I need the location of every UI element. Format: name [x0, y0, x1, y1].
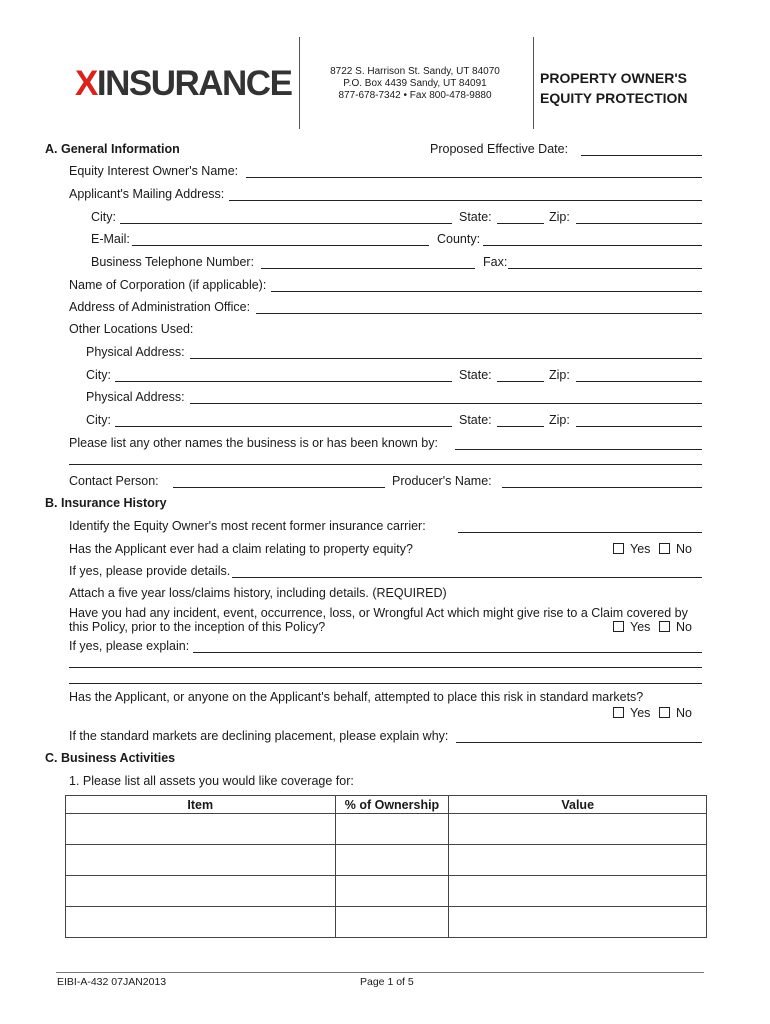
item-cell[interactable] [66, 845, 336, 876]
table-row [66, 907, 707, 938]
former-carrier-label: Identify the Equity Owner's most recent former insurance carrier: [69, 519, 426, 533]
city-field[interactable] [120, 223, 452, 224]
company-logo: XINSURANCE [75, 64, 292, 103]
assets-prompt: 1. Please list all assets you would like coverage for: [69, 774, 354, 788]
city-label: City: [86, 368, 111, 382]
form-title: PROPERTY OWNER'S EQUITY PROTECTION [540, 70, 688, 106]
email-field[interactable] [132, 245, 429, 246]
other-names-field-continued[interactable] [69, 464, 702, 465]
ownership-cell[interactable] [335, 876, 449, 907]
header-divider-right [533, 37, 534, 129]
ownership-column-header: % of Ownership [335, 796, 449, 814]
table-row [66, 814, 707, 845]
page-number: Page 1 of 5 [360, 976, 414, 988]
fax-field[interactable] [508, 268, 702, 269]
section-a-heading: A. General Information [45, 142, 180, 156]
zip-label: Zip: [549, 210, 570, 224]
claim-yes-option[interactable]: Yes [613, 542, 650, 556]
section-c-heading: C. Business Activities [45, 751, 176, 765]
standard-markets-question: Has the Applicant, or anyone on the Applicant's behalf, attempted to place this risk in standard markets? [69, 690, 644, 704]
zip-field[interactable] [576, 426, 702, 427]
email-label: E-Mail: [91, 232, 130, 246]
assets-table [65, 795, 707, 938]
no-checkbox[interactable] [659, 543, 670, 554]
claim-no-option[interactable]: No [659, 542, 692, 556]
item-cell[interactable] [66, 876, 336, 907]
mailing-address-field[interactable] [229, 200, 702, 201]
declining-field[interactable] [456, 742, 702, 743]
item-cell[interactable] [66, 814, 336, 845]
effective-date-field[interactable] [581, 155, 702, 156]
explain-label: If yes, please explain: [69, 639, 190, 653]
contact-person-label: Contact Person: [69, 474, 159, 488]
city-field[interactable] [115, 426, 452, 427]
zip-field[interactable] [576, 223, 702, 224]
state-label: State: [459, 368, 492, 382]
state-field[interactable] [497, 426, 544, 427]
footer-rule [56, 972, 704, 973]
zip-label: Zip: [549, 368, 570, 382]
explain-field-continued[interactable] [69, 667, 702, 668]
county-label: County: [437, 232, 481, 246]
yes-checkbox[interactable] [613, 707, 624, 718]
value-cell[interactable] [449, 907, 707, 938]
explain-field-continued[interactable] [69, 683, 702, 684]
business-phone-field[interactable] [261, 268, 475, 269]
table-row [66, 845, 707, 876]
equity-owner-label: Equity Interest Owner's Name: [69, 164, 239, 178]
state-label: State: [459, 210, 492, 224]
producer-name-label: Producer's Name: [392, 474, 492, 488]
state-field[interactable] [497, 381, 544, 382]
corporation-field[interactable] [271, 291, 702, 292]
other-names-label: Please list any other names the business is or has been known by: [69, 436, 438, 450]
city-label: City: [91, 210, 116, 224]
state-field[interactable] [497, 223, 544, 224]
ownership-cell[interactable] [335, 845, 449, 876]
former-carrier-field[interactable] [458, 532, 702, 533]
physical-address-field[interactable] [190, 403, 702, 404]
yes-checkbox[interactable] [613, 543, 624, 554]
value-cell[interactable] [449, 876, 707, 907]
incident-question-line1: Have you had any incident, event, occurrence, loss, or Wrongful Act which might give rise to a Claim covered by [69, 606, 688, 620]
equity-owner-field[interactable] [246, 177, 702, 178]
physical-address-label: Physical Address: [86, 390, 185, 404]
physical-address-field[interactable] [190, 358, 702, 359]
state-label: State: [459, 413, 492, 427]
section-b-heading: B. Insurance History [45, 496, 167, 510]
value-cell[interactable] [449, 845, 707, 876]
details-field[interactable] [232, 577, 702, 578]
no-checkbox[interactable] [659, 707, 670, 718]
contact-person-field[interactable] [173, 487, 385, 488]
value-column-header: Value [449, 796, 707, 814]
incident-no-option[interactable]: No [659, 620, 692, 634]
county-field[interactable] [483, 245, 702, 246]
incident-question-line2: this Policy, prior to the inception of this Policy? [69, 620, 326, 634]
yes-checkbox[interactable] [613, 621, 624, 632]
ownership-cell[interactable] [335, 814, 449, 845]
effective-date-label: Proposed Effective Date: [430, 142, 569, 156]
company-address: 8722 S. Harrison St. Sandy, UT 84070 P.O. Box 4439 Sandy, UT 84091 877-678-7342 • Fax 800-478-9880 [330, 66, 500, 101]
item-cell[interactable] [66, 907, 336, 938]
table-header-row [66, 796, 707, 814]
table-row [66, 876, 707, 907]
mailing-address-label: Applicant's Mailing Address: [69, 187, 225, 201]
other-locations-label: Other Locations Used: [69, 322, 194, 336]
corporation-label: Name of Corporation (if applicable): [69, 278, 267, 292]
physical-address-label: Physical Address: [86, 345, 185, 359]
incident-yes-option[interactable]: Yes [613, 620, 650, 634]
value-cell[interactable] [449, 814, 707, 845]
claim-question-label: Has the Applicant ever had a claim relating to property equity? [69, 542, 413, 556]
city-field[interactable] [115, 381, 452, 382]
ownership-cell[interactable] [335, 907, 449, 938]
form-id: EIBI-A-432 07JAN2013 [57, 976, 167, 988]
explain-field[interactable] [193, 652, 702, 653]
no-checkbox[interactable] [659, 621, 670, 632]
markets-no-option[interactable]: No [659, 706, 692, 720]
declining-label: If the standard markets are declining placement, please explain why: [69, 729, 449, 743]
provide-details-label: If yes, please provide details. [69, 564, 231, 578]
business-phone-label: Business Telephone Number: [91, 255, 255, 269]
attach-history-label: Attach a five year loss/claims history, including details. (REQUIRED) [69, 586, 447, 600]
other-names-field[interactable] [455, 449, 702, 450]
item-column-header: Item [66, 796, 336, 814]
markets-yes-option[interactable]: Yes [613, 706, 650, 720]
producer-name-field[interactable] [502, 487, 702, 488]
zip-field[interactable] [576, 381, 702, 382]
city-label: City: [86, 413, 111, 427]
admin-office-label: Address of Administration Office: [69, 300, 251, 314]
zip-label: Zip: [549, 413, 570, 427]
admin-office-field[interactable] [256, 313, 702, 314]
fax-label: Fax: [483, 255, 508, 269]
